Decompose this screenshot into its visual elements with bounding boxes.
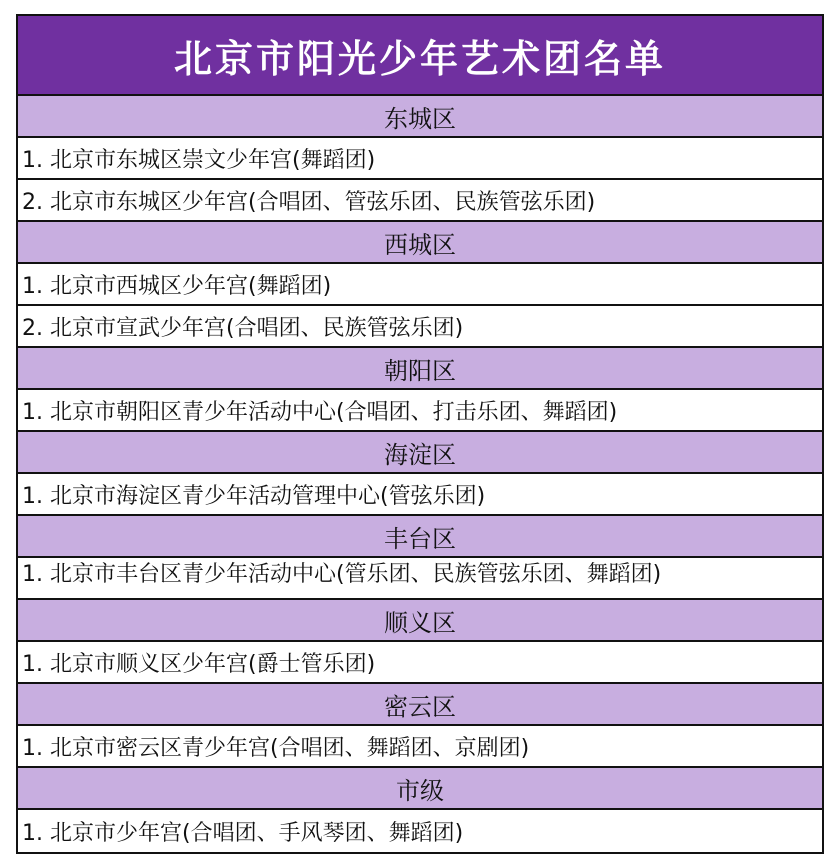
table-row: 1. 北京市密云区青少年宫(合唱团、舞蹈团、京剧团) bbox=[18, 726, 822, 768]
district-header-city-level: 市级 bbox=[18, 768, 822, 810]
table-title: 北京市阳光少年艺术团名单 bbox=[18, 16, 822, 96]
district-header-shunyi: 顺义区 bbox=[18, 600, 822, 642]
district-header-miyun: 密云区 bbox=[18, 684, 822, 726]
table-row: 1. 北京市西城区少年宫(舞蹈团) bbox=[18, 264, 822, 306]
district-header-chaoyang: 朝阳区 bbox=[18, 348, 822, 390]
table-row: 1. 北京市少年宫(合唱团、手风琴团、舞蹈团) bbox=[18, 810, 822, 852]
table-row-clipped bbox=[18, 558, 822, 600]
table-row: 2. 北京市东城区少年宫(合唱团、管弦乐团、民族管弦乐团) bbox=[18, 180, 822, 222]
district-header-haidian: 海淀区 bbox=[18, 432, 822, 474]
district-header-fengtai: 丰台区 bbox=[18, 516, 822, 558]
table-row: 1. 北京市海淀区青少年活动管理中心(管弦乐团) bbox=[18, 474, 822, 516]
table-row: 1. 北京市顺义区少年宫(爵士管乐团) bbox=[18, 642, 822, 684]
table-row: 1. 北京市朝阳区青少年活动中心(合唱团、打击乐团、舞蹈团) bbox=[18, 390, 822, 432]
table-row-text: 1. 北京市丰台区青少年活动中心(管乐团、民族管弦乐团、舞蹈团) bbox=[22, 562, 662, 587]
table-row: 2. 北京市宣武少年宫(合唱团、民族管弦乐团) bbox=[18, 306, 822, 348]
district-header-xicheng: 西城区 bbox=[18, 222, 822, 264]
arts-troupe-table bbox=[16, 14, 824, 854]
table-row: 1. 北京市东城区崇文少年宫(舞蹈团) bbox=[18, 138, 822, 180]
district-header-dongcheng: 东城区 bbox=[18, 96, 822, 138]
